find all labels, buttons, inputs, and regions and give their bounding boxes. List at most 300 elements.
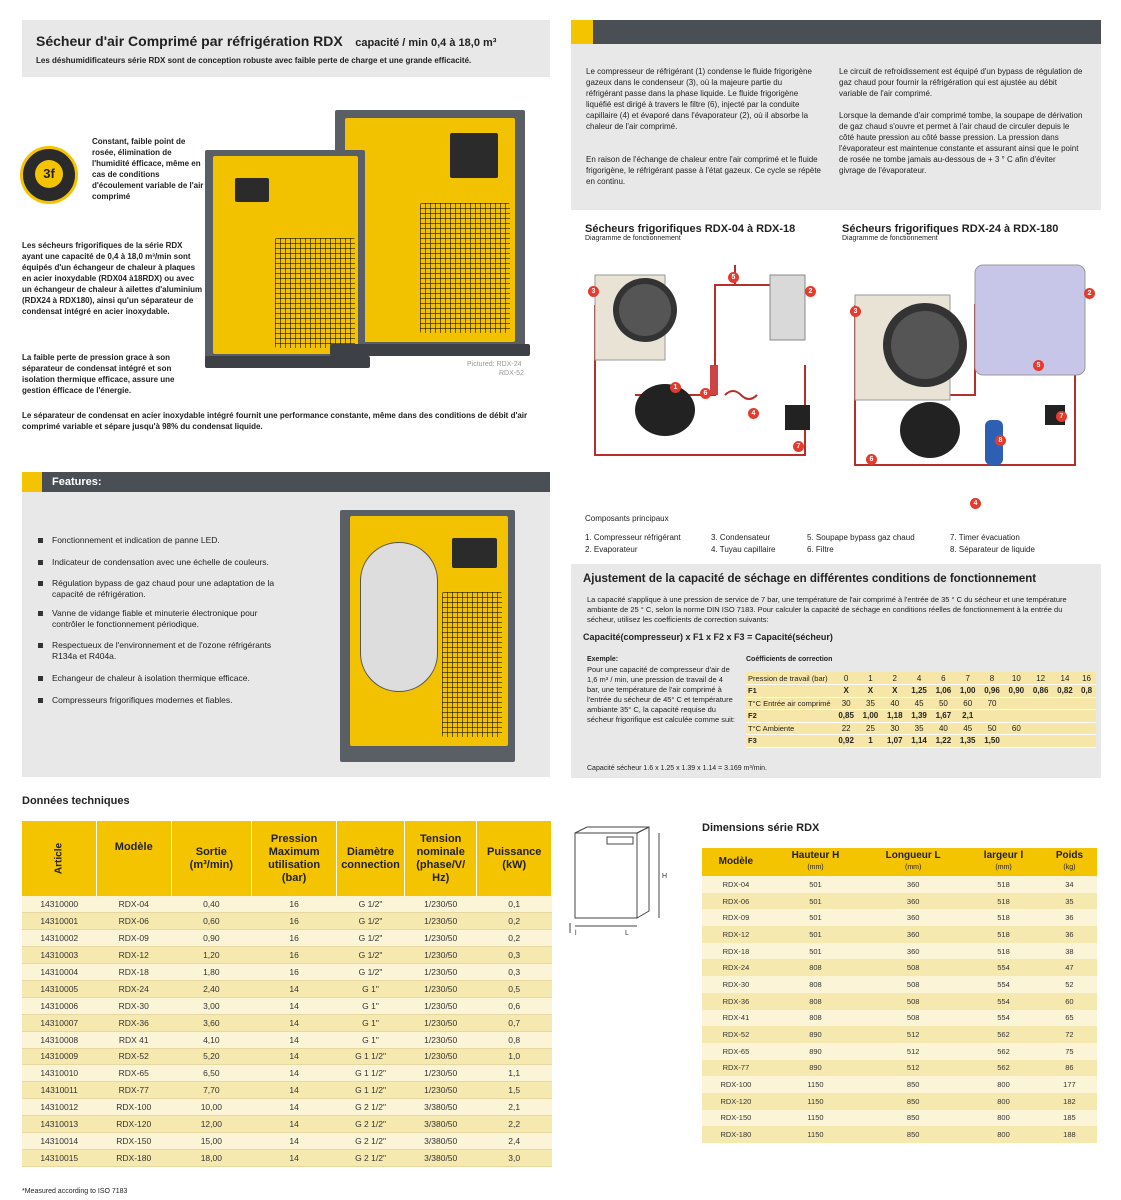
table-cell: G 1 1/2" (337, 1048, 405, 1065)
component-item-4: 4. Tuyau capillaire (711, 545, 776, 554)
correction-cell: 0,96 (980, 685, 1004, 698)
description-col1-p1: Le compresseur de réfrigérant (1) condense le fluide frigorigène gazeux dans le condenseur (3), où la majeure partie du réfrigérant passe dans la phase liquide. Le fluide frigorigène liquéfié est dirigé à travers le filtre (6), injecté par la conduite capillaire (4) et évaporé dans l'évaporateur (2), où il absorbe la chaleur de l'air comprimé. (586, 67, 812, 131)
table-cell: G 1" (337, 980, 405, 997)
component-item-3: 3. Condensateur (711, 533, 771, 542)
table-cell: 0,6 (477, 997, 552, 1014)
table-cell: G 1 1/2" (337, 1065, 405, 1082)
dew-point-logo (20, 146, 78, 204)
table-cell: G 2 1/2" (337, 1099, 405, 1116)
table-cell: 3,60 (171, 1014, 252, 1031)
correction-cell: 22 (834, 722, 858, 735)
correction-cell: 40 (883, 697, 907, 710)
table-cell: 14310012 (22, 1099, 97, 1116)
table-cell: 808 (770, 1010, 861, 1027)
correction-table (746, 672, 1096, 748)
table-cell: 518 (965, 909, 1042, 926)
correction-cell: 25 (858, 722, 882, 735)
table-row (702, 926, 1097, 943)
table-cell: RDX-36 (97, 1014, 172, 1031)
sketch-label-h: H (662, 873, 668, 880)
table-row (22, 1116, 552, 1133)
table-cell: RDX-180 (702, 1126, 770, 1143)
table-cell: 14 (252, 1031, 337, 1048)
diagram-badge-2b: 2 (1084, 288, 1095, 299)
correction-cell: 45 (956, 722, 980, 735)
correction-cell: 1,00 (858, 710, 882, 723)
table-cell: 14310006 (22, 997, 97, 1014)
feature-item (52, 578, 282, 600)
table-cell: 4,10 (171, 1031, 252, 1048)
table-row (702, 893, 1097, 910)
table-cell: RDX-120 (97, 1116, 172, 1133)
correction-cell: X (883, 685, 907, 698)
correction-cell (1029, 697, 1053, 710)
description-accent (571, 20, 593, 44)
table-row (22, 1048, 552, 1065)
table-cell: 14310009 (22, 1048, 97, 1065)
table-cell: 518 (965, 876, 1042, 893)
table-cell: 72 (1042, 1026, 1097, 1043)
diagram-left-title: Sécheurs frigorifiques RDX-04 à RDX-18 (585, 223, 796, 235)
table-cell: RDX-04 (97, 896, 172, 913)
tech-header-output: Sortie (m³/min) (171, 821, 252, 896)
table-cell: G 1/2" (337, 947, 405, 964)
correction-cell: 8 (980, 672, 1004, 685)
table-cell: 10,00 (171, 1099, 252, 1116)
evaporator-shape-2 (975, 265, 1085, 375)
table-cell: 890 (770, 1026, 861, 1043)
feature-item (52, 535, 282, 546)
table-row (22, 913, 552, 930)
correction-cell: 0,82 (1053, 685, 1077, 698)
diagram-badge-4b: 4 (970, 498, 981, 509)
feature-item (52, 695, 282, 706)
correction-cell: 1,25 (907, 685, 931, 698)
correction-cell: 1 (858, 672, 882, 685)
table-cell: 501 (770, 943, 861, 960)
correction-cell: 1,50 (980, 735, 1004, 748)
table-cell: 0,2 (477, 930, 552, 947)
dims-header-row (702, 848, 1097, 876)
table-cell: 1150 (770, 1076, 861, 1093)
badge-text: Constant, faible point de rosée, élimination de l'humidité éfficace, même en cas de conditions d'écoulement variable de l'air comprimé (92, 137, 204, 201)
table-cell: 562 (965, 1026, 1042, 1043)
feature-text: Fonctionnement et indication de panne LED. (52, 535, 220, 545)
bullet-icon (38, 581, 43, 586)
correction-cell: 70 (980, 697, 1004, 710)
table-row (702, 976, 1097, 993)
table-cell: 16 (252, 896, 337, 913)
table-cell: 554 (965, 959, 1042, 976)
table-cell: 14310004 (22, 964, 97, 981)
table-cell: 185 (1042, 1110, 1097, 1127)
correction-cell: 1,00 (956, 685, 980, 698)
table-cell: RDX-180 (97, 1149, 172, 1166)
table-cell: 16 (252, 947, 337, 964)
table-cell: 36 (1042, 909, 1097, 926)
table-cell: 808 (770, 993, 861, 1010)
bullet-icon (38, 560, 43, 565)
table-cell: 850 (861, 1110, 965, 1127)
table-cell: 14310010 (22, 1065, 97, 1082)
table-cell: 1/230/50 (405, 997, 477, 1014)
table-cell: 0,60 (171, 913, 252, 930)
table-cell: 47 (1042, 959, 1097, 976)
header-panel (22, 20, 550, 77)
adjust-result: Capacité sécheur 1.6 x 1.25 x 1.39 x 1.14 = 3.169 m³/min. (587, 765, 767, 772)
table-cell: RDX-36 (702, 993, 770, 1010)
table-row (22, 1099, 552, 1116)
table-cell: RDX-65 (97, 1065, 172, 1082)
component-item-6: 6. Filtre (807, 545, 834, 554)
table-cell: 16 (252, 964, 337, 981)
table-cell: 14310014 (22, 1132, 97, 1149)
table-cell: 0,7 (477, 1014, 552, 1031)
table-cell: 2,40 (171, 980, 252, 997)
correction-row (746, 735, 1096, 748)
table-cell: 360 (861, 926, 965, 943)
table-cell: 0,40 (171, 896, 252, 913)
correction-cell (1077, 697, 1096, 710)
table-cell: 2,2 (477, 1116, 552, 1133)
table-cell: 14 (252, 1048, 337, 1065)
bullet-icon (38, 698, 43, 703)
table-row (702, 876, 1097, 893)
table-cell: 850 (861, 1076, 965, 1093)
diagram-badge-6: 6 (700, 388, 711, 399)
dims-header-cell: largeur l (mm) (965, 848, 1042, 876)
table-cell: G 1/2" (337, 896, 405, 913)
correction-cell: 1 (858, 735, 882, 748)
bullet-icon (38, 643, 43, 648)
logo-center-icon: 3f (35, 160, 63, 188)
table-cell: 1/230/50 (405, 980, 477, 997)
correction-cell (1029, 722, 1053, 735)
table-cell: RDX-77 (702, 1060, 770, 1077)
table-cell: 14310000 (22, 896, 97, 913)
correction-label: F1 (746, 685, 834, 698)
page-subtitle: Les déshumidificateurs série RDX sont de conception robuste avec faible perte de charge et une grande efficacité. (36, 56, 472, 65)
table-cell: RDX-100 (97, 1099, 172, 1116)
page-title: Sécheur d'air Comprimé par réfrigération RDX (36, 33, 343, 49)
table-cell: 1/230/50 (405, 964, 477, 981)
tech-header-model: Modèle (97, 821, 172, 896)
pictured-caption: Pictured: RDX-24 RDX-52 (467, 361, 524, 377)
table-row (22, 997, 552, 1014)
adjust-formula: Capacité(compresseur) x F1 x F2 x F3 = Capacité(sécheur) (583, 632, 833, 642)
table-row (702, 1126, 1097, 1143)
correction-cell: 30 (834, 697, 858, 710)
table-cell: 501 (770, 909, 861, 926)
table-cell: 14310001 (22, 913, 97, 930)
table-row (22, 964, 552, 981)
table-cell: 2,1 (477, 1099, 552, 1116)
dims-header-cell: Hauteur H (mm) (770, 848, 861, 876)
table-cell: 3/380/50 (405, 1132, 477, 1149)
features-title: Features: (52, 476, 102, 488)
table-cell: 0,3 (477, 947, 552, 964)
diagram-right-subtitle: Diagramme de fonctionnement (842, 235, 938, 242)
table-row (702, 943, 1097, 960)
correction-cell: 0,8 (1077, 685, 1096, 698)
table-cell: 518 (965, 926, 1042, 943)
component-item-1: 1. Compresseur réfrigérant (585, 533, 681, 542)
table-cell: RDX-52 (702, 1026, 770, 1043)
table-cell: 182 (1042, 1093, 1097, 1110)
table-cell: 38 (1042, 943, 1097, 960)
table-cell: 16 (252, 913, 337, 930)
table-cell: RDX-41 (702, 1010, 770, 1027)
table-cell: RDX-77 (97, 1082, 172, 1099)
table-cell: 14 (252, 1099, 337, 1116)
bullet-icon (38, 611, 43, 616)
table-cell: RDX-65 (702, 1043, 770, 1060)
adjust-title: Ajustement de la capacité de séchage en différentes conditions de fonctionnement (583, 573, 1037, 585)
features-header-bar (22, 472, 550, 492)
table-cell: 508 (861, 959, 965, 976)
table-cell: 518 (965, 943, 1042, 960)
correction-row (746, 672, 1096, 685)
table-cell: 890 (770, 1060, 861, 1077)
table-cell: RDX-18 (97, 964, 172, 981)
correction-cell: 1,18 (883, 710, 907, 723)
correction-label: T°C Entrée air comprimé (746, 697, 834, 710)
feature-text: Echangeur de chaleur à isolation thermique efficace. (52, 673, 250, 683)
table-cell: RDX-30 (97, 997, 172, 1014)
table-row (702, 1110, 1097, 1127)
table-cell: RDX-04 (702, 876, 770, 893)
refrigeration-diagram (575, 245, 1100, 510)
diagram-badge-2: 2 (805, 286, 816, 297)
example-title: Exemple: (587, 656, 619, 663)
table-cell: 1,0 (477, 1048, 552, 1065)
correction-cell: 0,92 (834, 735, 858, 748)
diagram-badge-8b: 8 (995, 435, 1006, 446)
table-cell: RDX-150 (702, 1110, 770, 1127)
table-cell: RDX 41 (97, 1031, 172, 1048)
correction-cell (1053, 710, 1077, 723)
feature-text: Respectueux de l'environnement et de l'ozone réfrigérants R134a et R404a. (52, 640, 272, 661)
tech-header-pressure: Pression Maximum utilisation (bar) (252, 821, 337, 896)
correction-cell: 12 (1029, 672, 1053, 685)
table-cell: 0,1 (477, 896, 552, 913)
table-cell: 0,2 (477, 913, 552, 930)
table-row (22, 1132, 552, 1149)
correction-row (746, 697, 1096, 710)
feature-item (52, 640, 282, 662)
table-cell: 1150 (770, 1093, 861, 1110)
feature-item (52, 557, 282, 568)
table-row (702, 1093, 1097, 1110)
dims-header-cell: Poids (kg) (1042, 848, 1097, 876)
table-cell: G 1" (337, 997, 405, 1014)
tech-header-power: Puissance (kW) (477, 821, 552, 896)
header-title-line (36, 33, 496, 51)
tech-table (22, 821, 552, 1167)
table-cell: RDX-52 (97, 1048, 172, 1065)
table-cell: 1,1 (477, 1065, 552, 1082)
correction-cell: 60 (956, 697, 980, 710)
example-text: Pour une capacité de compresseur d'air de 1,6 m³ / min, une pression de travail de 4 bar, une température de l'air comprimé à l'entrée du sécheur de 45° C et température ambiante 35° C, la capacité requise du sécheur frigorifique est calculée comme suit: (587, 665, 735, 724)
correction-cell: 30 (883, 722, 907, 735)
table-cell: 512 (861, 1043, 965, 1060)
table-cell: 360 (861, 909, 965, 926)
table-cell: 52 (1042, 976, 1097, 993)
correction-cell: 0 (834, 672, 858, 685)
table-cell: 1,20 (171, 947, 252, 964)
table-cell: 501 (770, 876, 861, 893)
diagram-badge-3: 3 (588, 286, 599, 297)
correction-cell (1004, 697, 1028, 710)
correction-cell: 10 (1004, 672, 1028, 685)
tech-header-connection: Diamètre connection (337, 821, 405, 896)
dims-title: Dimensions série RDX (702, 822, 820, 834)
table-cell: 3/380/50 (405, 1099, 477, 1116)
table-cell: 1/230/50 (405, 930, 477, 947)
correction-cell (1053, 735, 1077, 748)
table-cell: 14 (252, 1149, 337, 1166)
feature-text: Compresseurs frigorifiques modernes et fiables. (52, 695, 233, 705)
table-cell: 14 (252, 1116, 337, 1133)
table-cell: 518 (965, 893, 1042, 910)
correction-cell (1004, 735, 1028, 748)
component-item-8: 8. Séparateur de liquide (950, 545, 1035, 554)
table-row (702, 1060, 1097, 1077)
table-cell: 3/380/50 (405, 1116, 477, 1133)
correction-row (746, 685, 1096, 698)
table-cell: 14310013 (22, 1116, 97, 1133)
correction-cell: X (834, 685, 858, 698)
table-cell: RDX-12 (702, 926, 770, 943)
table-cell: RDX-18 (702, 943, 770, 960)
table-cell: 512 (861, 1026, 965, 1043)
table-cell: 15,00 (171, 1132, 252, 1149)
table-cell: 1150 (770, 1126, 861, 1143)
table-cell: 800 (965, 1126, 1042, 1143)
correction-label: F2 (746, 710, 834, 723)
table-cell: G 2 1/2" (337, 1116, 405, 1133)
table-cell: 3,0 (477, 1149, 552, 1166)
table-cell: 360 (861, 943, 965, 960)
correction-cell (1077, 710, 1096, 723)
correction-cell: 0,90 (1004, 685, 1028, 698)
component-item-5: 5. Soupape bypass gaz chaud (807, 533, 915, 542)
table-cell: 508 (861, 1010, 965, 1027)
table-cell: 360 (861, 893, 965, 910)
coefficients-title: Coéfficients de correction (746, 656, 833, 663)
table-cell: 508 (861, 976, 965, 993)
table-cell: RDX-120 (702, 1093, 770, 1110)
table-cell: 800 (965, 1110, 1042, 1127)
table-cell: 14 (252, 1132, 337, 1149)
table-cell: 562 (965, 1060, 1042, 1077)
table-cell: 890 (770, 1043, 861, 1060)
table-cell: RDX-06 (97, 913, 172, 930)
table-cell: 14310007 (22, 1014, 97, 1031)
diagram-badge-5: 5 (728, 272, 739, 283)
table-cell: 18,00 (171, 1149, 252, 1166)
table-row (22, 1014, 552, 1031)
table-cell: RDX-24 (702, 959, 770, 976)
diagram-badge-1: 1 (670, 382, 681, 393)
component-item-2: 2. Evaporateur (585, 545, 638, 554)
table-cell: 1/230/50 (405, 1082, 477, 1099)
table-cell: 14 (252, 1065, 337, 1082)
adjust-text: La capacité s'applique à une pression de service de 7 bar, une température de l'air comprimé à l'entrée de 35 ° C du sécheur et une température ambiante de 25 ° C, selon la norme DIN ISO 7183. Pour calculer la capacité de séchage en conditions réelles de fonctionnement à la entrée du sécheur, utilisez les coefficients de correction suivants: (587, 595, 1067, 624)
correction-cell: 40 (931, 722, 955, 735)
correction-label: T°C Ambiente (746, 722, 834, 735)
correction-cell (1053, 722, 1077, 735)
table-cell: RDX-100 (702, 1076, 770, 1093)
table-cell: 0,5 (477, 980, 552, 997)
table-cell: 14310005 (22, 980, 97, 997)
table-cell: 562 (965, 1043, 1042, 1060)
table-cell: RDX-09 (97, 930, 172, 947)
diagram-badge-6b: 6 (866, 454, 877, 465)
diagram-badge-4: 4 (748, 408, 759, 419)
diagram-left-subtitle: Diagramme de fonctionnement (585, 235, 681, 242)
table-cell: 850 (861, 1093, 965, 1110)
correction-cell: 35 (858, 697, 882, 710)
table-cell: 14 (252, 997, 337, 1014)
table-cell: 14310008 (22, 1031, 97, 1048)
table-cell: 3/380/50 (405, 1149, 477, 1166)
correction-row (746, 710, 1096, 723)
correction-cell: 1,67 (931, 710, 955, 723)
table-cell: 508 (861, 993, 965, 1010)
correction-cell: 1,14 (907, 735, 931, 748)
table-cell: 14310003 (22, 947, 97, 964)
diagram-badge-7b: 7 (1056, 411, 1067, 422)
table-cell: 36 (1042, 926, 1097, 943)
sketch-label-l: l (575, 930, 577, 937)
table-cell: 1/230/50 (405, 1031, 477, 1048)
intro-paragraph-1: Les sécheurs frigorifiques de la série RDX ayant une capacité de 0,4 à 18,0 m³/min sont équipés d'un échangeur de chaleur à plaques en acier inoxydable (RDX04 à18RDX) ou avec un échangeur de chaleur à ailettes d'aluminium (RDX24 à RDX180), ainsi qu'un séparateur de condensat intégré en acier inoxydable. (22, 241, 203, 316)
diagram-right-title: Sécheurs frigorifiques RDX-24 à RDX-180 (842, 223, 1059, 235)
compressor-shape (635, 384, 695, 436)
table-cell: 75 (1042, 1043, 1097, 1060)
tech-header-voltage: Tension nominale (phase/V/ Hz) (405, 821, 477, 896)
description-col2-p1: Le circuit de refroidissement est équipé d'un bypass de régulation de gaz chaud pour fournir la réfrigération qui est ajustée au débit variable de l'air comprimé. (839, 67, 1083, 98)
feature-text: Indicateur de condensation avec une échelle de couleurs. (52, 557, 269, 567)
table-cell: 35 (1042, 893, 1097, 910)
table-row (22, 980, 552, 997)
table-cell: 6,50 (171, 1065, 252, 1082)
table-cell: 850 (861, 1126, 965, 1143)
bullet-icon (38, 538, 43, 543)
table-cell: RDX-09 (702, 909, 770, 926)
correction-cell (980, 710, 1004, 723)
timer-shape (785, 405, 810, 430)
table-cell: 808 (770, 959, 861, 976)
table-row (22, 1082, 552, 1099)
correction-row (746, 722, 1096, 735)
sketch-label-L: L (625, 930, 629, 937)
table-cell: 34 (1042, 876, 1097, 893)
table-cell: G 1" (337, 1014, 405, 1031)
correction-cell: 1,07 (883, 735, 907, 748)
table-row (702, 1043, 1097, 1060)
table-cell: 0,90 (171, 930, 252, 947)
table-cell: G 2 1/2" (337, 1132, 405, 1149)
table-cell: 1,5 (477, 1082, 552, 1099)
table-row (22, 1031, 552, 1048)
correction-cell (1077, 735, 1096, 748)
table-cell: 65 (1042, 1010, 1097, 1027)
intro-paragraph-2: La faible perte de pression grace à son séparateur de condensat intégré et son isolation thermique efficace, assure une gestion éfficace de l'énergie. (22, 353, 175, 395)
dims-header-cell: Longueur L (mm) (861, 848, 965, 876)
adjust-panel (571, 564, 1101, 778)
